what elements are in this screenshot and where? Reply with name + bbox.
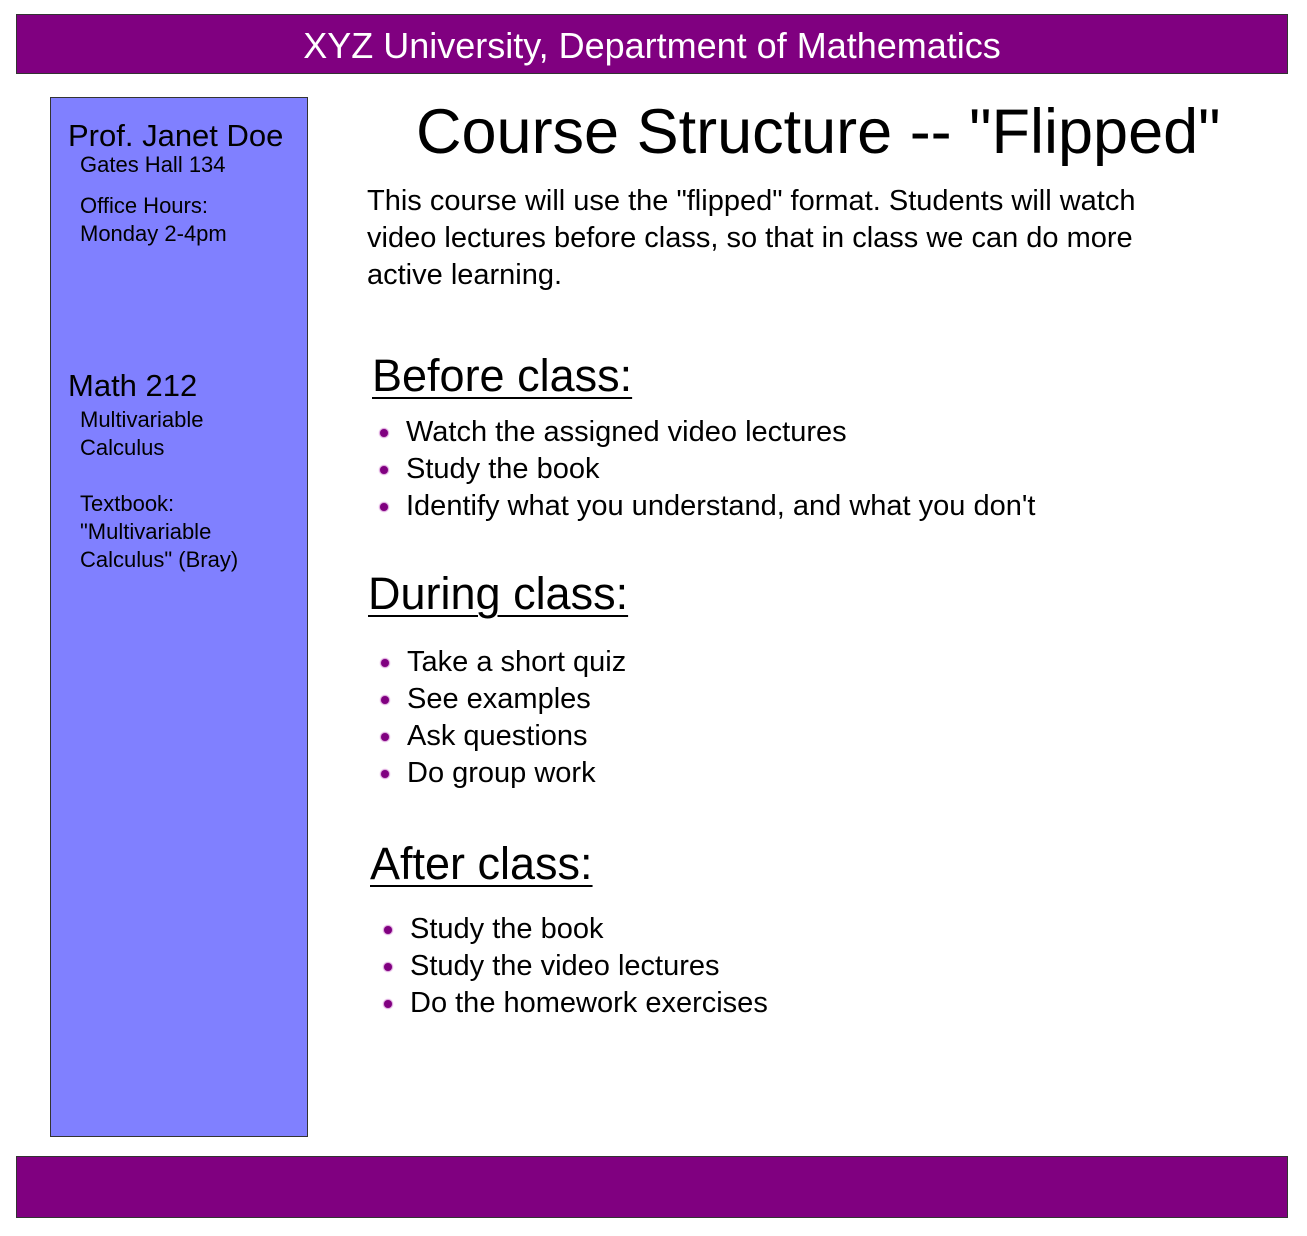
list-item-text: Identify what you understand, and what you don't bbox=[406, 490, 1036, 522]
list-item-text: Study the book bbox=[406, 453, 600, 485]
list-item-text: Watch the assigned video lectures bbox=[406, 416, 847, 448]
before-class-heading: Before class: bbox=[372, 350, 633, 401]
textbook-title-line1: "Multivariable bbox=[80, 519, 212, 544]
list-item bbox=[380, 488, 1035, 525]
list-item bbox=[381, 755, 626, 792]
office-hours-label: Office Hours: bbox=[80, 193, 208, 218]
before-class-list bbox=[380, 414, 1035, 525]
course-code: Math 212 bbox=[68, 368, 198, 403]
intro-line: video lectures before class, so that in class we can do more bbox=[367, 222, 1133, 254]
list-item bbox=[380, 451, 1035, 488]
intro-line: active learning. bbox=[367, 259, 563, 291]
list-item-text: Study the book bbox=[410, 913, 604, 945]
course-name-line1: Multivariable bbox=[80, 407, 204, 432]
bullet-icon bbox=[381, 733, 389, 741]
list-item bbox=[381, 718, 626, 755]
header-bar bbox=[16, 14, 1288, 74]
header-title: XYZ University, Department of Mathematics bbox=[303, 25, 1001, 66]
list-item-text: Do group work bbox=[407, 757, 596, 789]
bullet-icon bbox=[384, 926, 392, 934]
bullet-icon bbox=[380, 503, 388, 511]
footer-bar bbox=[16, 1156, 1288, 1218]
bullet-icon bbox=[381, 696, 389, 704]
after-class-list bbox=[384, 911, 768, 1022]
course-name-line2: Calculus bbox=[80, 435, 165, 460]
intro-line: This course will use the "flipped" format. Students will watch bbox=[367, 185, 1136, 217]
list-item-text: Do the homework exercises bbox=[410, 987, 768, 1019]
bullet-icon bbox=[384, 1000, 392, 1008]
textbook-label: Textbook: bbox=[80, 491, 175, 516]
list-item bbox=[384, 948, 768, 985]
list-item bbox=[384, 985, 768, 1022]
list-item bbox=[381, 644, 626, 681]
page-title: Course Structure -- "Flipped" bbox=[416, 97, 1221, 167]
list-item-text: See examples bbox=[407, 683, 591, 715]
bullet-icon bbox=[380, 466, 388, 474]
list-item-text: Take a short quiz bbox=[407, 646, 627, 678]
list-item bbox=[381, 681, 626, 718]
bullet-icon bbox=[380, 429, 388, 437]
textbook-title-line2: Calculus" (Bray) bbox=[80, 547, 239, 572]
sidebar bbox=[50, 97, 308, 1137]
bullet-icon bbox=[381, 659, 389, 667]
list-item bbox=[380, 414, 1035, 451]
bullet-icon bbox=[381, 770, 389, 778]
list-item-text: Study the video lectures bbox=[410, 950, 720, 982]
list-item-text: Ask questions bbox=[407, 720, 588, 752]
intro-paragraph bbox=[367, 183, 1267, 294]
during-class-list bbox=[381, 644, 626, 792]
professor-name: Prof. Janet Doe bbox=[68, 118, 284, 153]
bullet-icon bbox=[384, 963, 392, 971]
office-location: Gates Hall 134 bbox=[80, 152, 226, 177]
after-class-heading: After class: bbox=[370, 838, 593, 889]
list-item bbox=[384, 911, 768, 948]
during-class-heading: During class: bbox=[368, 568, 629, 619]
office-hours-time: Monday 2-4pm bbox=[80, 221, 227, 246]
